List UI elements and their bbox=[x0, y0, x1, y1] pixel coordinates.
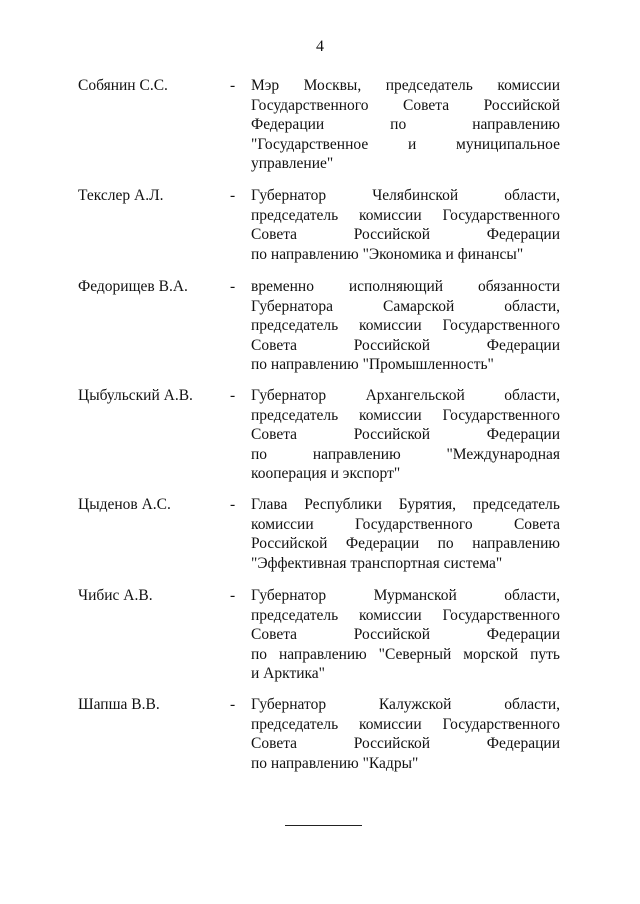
position-description bbox=[251, 386, 560, 484]
person-name: Цыбульский А.В. bbox=[78, 387, 193, 404]
description-line: председатель комиссии Государственного bbox=[251, 206, 560, 224]
position-description bbox=[251, 186, 560, 264]
description-line: председатель комиссии Государственного bbox=[251, 406, 560, 424]
person-name: Чибис А.В. bbox=[78, 587, 153, 604]
description-line: временно исполняющий обязанности bbox=[251, 278, 560, 295]
dash-separator: - bbox=[230, 496, 236, 513]
description-line: Совета Российской Федерации bbox=[251, 735, 560, 752]
description-line: Губернатор Челябинской области, bbox=[251, 187, 560, 204]
description-line: председатель комиссии Государственного bbox=[251, 606, 560, 624]
description-line: по направлению "Северный морской путь bbox=[251, 645, 560, 663]
description-line: управление" bbox=[251, 155, 334, 172]
dash-separator: - bbox=[230, 77, 236, 94]
description-line: Глава Республики Бурятия, председатель bbox=[251, 496, 560, 513]
description-line: Государственного Совета Российской bbox=[251, 96, 560, 114]
description-line: Губернатор Калужской области, bbox=[251, 696, 560, 713]
description-line: Мэр Москвы, председатель комиссии bbox=[251, 77, 560, 94]
description-line: по направлению "Кадры" bbox=[251, 754, 419, 772]
person-name: Текслер А.Л. bbox=[78, 187, 164, 204]
dash-separator: - bbox=[230, 696, 236, 713]
position-description bbox=[251, 495, 560, 573]
description-line: Губернатор Мурманской области, bbox=[251, 587, 560, 604]
position-description bbox=[251, 695, 560, 773]
dash-separator: - bbox=[230, 187, 236, 204]
description-line: Федерации по направлению bbox=[251, 116, 560, 133]
position-description bbox=[251, 277, 560, 375]
description-line: по направлению "Международная bbox=[251, 445, 560, 463]
description-line: "Эффективная транспортная система" bbox=[251, 554, 503, 572]
description-line: Совета Российской Федерации bbox=[251, 626, 560, 643]
description-line: комиссии Государственного Совета bbox=[251, 515, 560, 533]
description-line: Совета Российской Федерации bbox=[251, 226, 560, 243]
description-line: Совета Российской Федерации bbox=[251, 426, 560, 443]
description-line: по направлению "Экономика и финансы" bbox=[251, 245, 524, 263]
position-description bbox=[251, 586, 560, 684]
description-line: председатель комиссии Государственного bbox=[251, 715, 560, 733]
description-line: и Арктика" bbox=[251, 665, 326, 682]
page-number: 4 bbox=[316, 38, 324, 55]
position-description bbox=[251, 76, 560, 174]
dash-separator: - bbox=[230, 278, 236, 295]
description-line: председатель комиссии Государственного bbox=[251, 317, 560, 334]
description-line: по направлению "Промышленность" bbox=[251, 356, 494, 373]
person-name: Собянин С.С. bbox=[78, 77, 168, 94]
description-line: Губернатор Архангельской области, bbox=[251, 387, 560, 404]
person-name: Федорищев В.А. bbox=[78, 278, 188, 295]
description-line: кооперация и экспорт" bbox=[251, 465, 401, 482]
description-line: Совета Российской Федерации bbox=[251, 336, 560, 354]
person-name: Цыденов А.С. bbox=[78, 496, 171, 513]
description-line: Российской Федерации по направлению bbox=[251, 535, 560, 552]
description-line: "Государственное и муниципальное bbox=[251, 135, 560, 153]
footer-divider bbox=[285, 825, 362, 826]
person-name: Шапша В.В. bbox=[78, 696, 160, 713]
description-line: Губернатора Самарской области, bbox=[251, 297, 560, 315]
dash-separator: - bbox=[230, 387, 236, 404]
dash-separator: - bbox=[230, 587, 236, 604]
